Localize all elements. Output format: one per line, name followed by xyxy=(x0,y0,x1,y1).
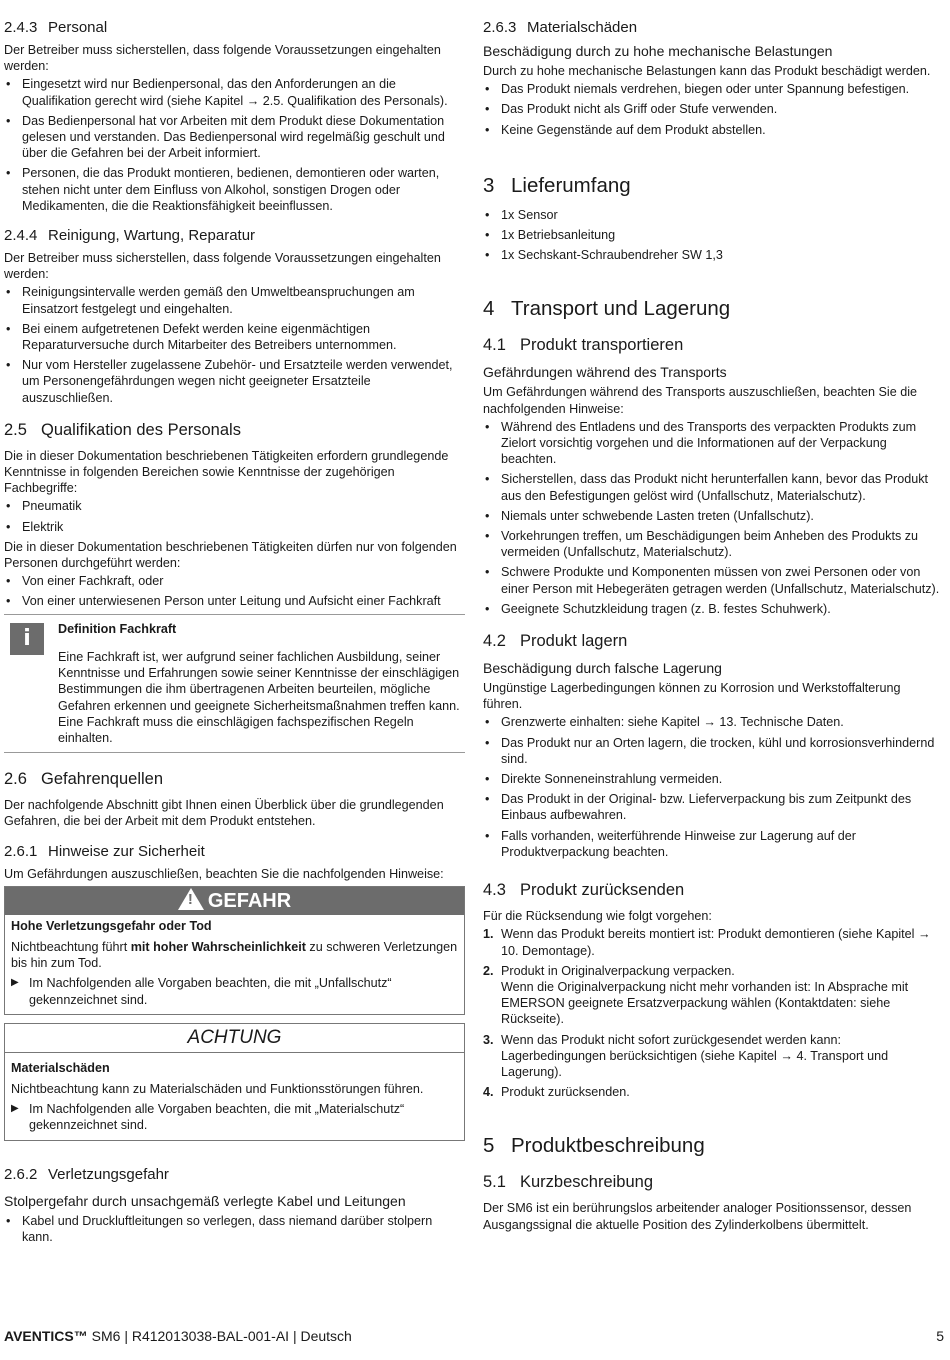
paragraph: Der SM6 ist ein berührungslos arbeitender analoger Positionssensor, dessen Ausgangssignal die aktuelle Position des Zylinderkolbens übermittelt. xyxy=(483,1201,912,1232)
bullet-list xyxy=(4,573,465,609)
list-item: 4. Produkt zurücksenden. xyxy=(483,1085,630,1100)
document-reference: SM6 | R412013038-BAL-001-AI | Deutsch xyxy=(87,1328,352,1344)
brand-name: AVENTICS™ xyxy=(4,1328,88,1344)
bullet-list xyxy=(483,207,943,264)
paragraph: Die in dieser Dokumentation beschriebenen Tätigkeiten erfordern grundlegende Kenntnisse in folgenden Bereichen sowie Kenntnisse der zugehörigen Fachbegriffe: xyxy=(4,448,449,496)
notice-action: ▶ Im Nachfolgenden alle Vorgaben beachten, die mit „Materialschutz“ gekennzeichnet sind. xyxy=(11,1101,458,1133)
list-item: • Nur vom Hersteller zugelassene Zubehör- und Ersatzteile werden verwendet, um Personengefährdungen wegen nicht geeigneter Ersatzteile auszuschließen. xyxy=(4,357,465,406)
bullet-list xyxy=(483,81,943,138)
subheading: Stolpergefahr durch unsachgemäß verlegte Kabel und Leitungen xyxy=(4,1192,406,1209)
heading-2-4-4: 2.4.4 Reinigung, Wartung, Reparatur xyxy=(4,227,256,245)
heading-3: 3 Lieferumfang xyxy=(483,173,631,197)
list-item: • Reinigungsintervalle werden gemäß den Umweltbeanspruchungen am Einsatzort festgelegt und eingehalten. xyxy=(4,284,465,316)
list-item: 2. Produkt in Originalverpackung verpacken. Wenn die Originalverpackung nicht mehr vorhanden ist: In Absprache mit EMERSON geeignete Ersatzverpackung wählen (Kontaktdaten: siehe Rückseite). xyxy=(483,963,909,1027)
info-text: Eine Fachkraft ist, wer aufgrund seiner fachlichen Ausbildung, seiner Kenntnisse und Erfahrungen sowie seiner Kenntnisse der einschlägigen Bestimmungen die ihm übertragenen Arbeiten beurteilen, mögliche Gefahren erkennen und geeignete Sicherheitsmaßnahmen treffen kann. Eine Fachkraft muss die einschlägigen fachspezifischen Regeln einhalten. xyxy=(58,649,460,745)
list-item: • Personen, die das Produkt montieren, bedienen, demontieren oder warten, stehen nicht unter dem Einfluss von Alkohol, sonstigen Drogen oder Medikamenten, die die Reaktionsfähigkeit beeinflussen. xyxy=(4,165,465,214)
paragraph: Um Gefährdungen während des Transports auszuschließen, beachten Sie die nachfolgenden Hinweise: xyxy=(483,385,918,416)
notice-header: ACHTUNG xyxy=(5,1024,464,1053)
list-item: • Von einer unterwiesenen Person unter Leitung und Aufsicht einer Fachkraft xyxy=(4,593,465,609)
paragraph: Um Gefährdungen auszuschließen, beachten Sie die nachfolgenden Hinweise: xyxy=(4,866,444,881)
page-number: 5 xyxy=(936,1328,944,1344)
heading-2-6-1: 2.6.1 Hinweise zur Sicherheit xyxy=(4,842,205,860)
list-item: • Während des Entladens und des Transports des verpackten Produkts zum Zielort vorsichtig vorgehen und die Informationen auf der Verpackung beachten. xyxy=(483,419,943,468)
bullet-list xyxy=(4,1213,465,1245)
list-item: • Geeignete Schutzkleidung tragen (z. B. festes Schuhwerk). xyxy=(483,601,943,617)
list-item: • Keine Gegenstände auf dem Produkt abstellen. xyxy=(483,122,943,138)
danger-text: Nichtbeachtung führt mit hoher Wahrscheinlichkeit zu schweren Verletzungen bis hin zum Tod. xyxy=(11,939,458,971)
paragraph: Der nachfolgende Abschnitt gibt Ihnen einen Überblick über die grundlegenden Gefahren, die bei der Arbeit mit dem Produkt entstehen. xyxy=(4,798,444,829)
heading-4: 4 Transport und Lagerung xyxy=(483,297,731,321)
danger-header: ! GEFAHR xyxy=(5,887,464,915)
heading-4-1: 4.1 Produkt transportieren xyxy=(483,336,684,355)
info-title: Definition Fachkraft xyxy=(58,621,177,636)
heading-5-1: 5.1 Kurzbeschreibung xyxy=(483,1173,653,1192)
bullet-list xyxy=(483,419,943,617)
danger-box xyxy=(4,886,465,1015)
list-item: • Das Bedienpersonal hat vor Arbeiten mit dem Produkt diese Dokumentation gelesen und verstanden. Das Bedienpersonal wird regelmäßig geschult und über die Gefahren bei der Arbeit informiert. xyxy=(4,113,465,162)
list-item: • Vorkehrungen treffen, um Beschädigungen beim Anheben des Produkts zu vermeiden (Unfallschutz, Materialschutz). xyxy=(483,528,943,560)
paragraph: Für die Rücksendung wie folgt vorgehen: xyxy=(483,909,712,924)
heading-2-4-3: 2.4.3 Personal xyxy=(4,19,108,36)
list-item: • Niemals unter schwebende Lasten treten (Unfallschutz). xyxy=(483,508,943,524)
subheading: Gefährdungen während des Transports xyxy=(483,364,727,381)
paragraph: Der Betreiber muss sicherstellen, dass folgende Voraussetzungen eingehalten werden: xyxy=(4,251,441,282)
danger-action: ▶ Im Nachfolgenden alle Vorgaben beachten, die mit „Unfallschutz“ gekennzeichnet sind. xyxy=(11,975,458,1007)
list-item: • Grenzwerte einhalten: siehe Kapitel → 13. Technische Daten. xyxy=(483,714,943,730)
heading-2-5: 2.5 Qualifikation des Personals xyxy=(4,420,241,439)
bullet-list xyxy=(483,714,943,860)
list-item: • Eingesetzt wird nur Bedienpersonal, das den Anforderungen an die Qualifikation gerecht wird (siehe Kapitel → 2.5. Qualifikation des Personals). xyxy=(4,76,465,108)
info-box xyxy=(4,614,465,753)
list-item: • 1x Betriebsanleitung xyxy=(483,227,943,243)
heading-2-6-2: 2.6.2 Verletzungsgefahr xyxy=(4,1165,169,1183)
list-item: • Kabel und Druckluftleitungen so verlegen, dass niemand darüber stolpern kann. xyxy=(4,1213,465,1245)
paragraph: Die in dieser Dokumentation beschriebenen Tätigkeiten dürfen nur von folgenden Personen durchgeführt werden: xyxy=(4,539,457,571)
list-item: • Falls vorhanden, weiterführende Hinweise zur Lagerung auf der Produktverpackung beachten. xyxy=(483,828,943,860)
list-item: • Das Produkt niemals verdrehen, biegen oder unter Spannung befestigen. xyxy=(483,81,943,97)
list-item: • Direkte Sonneneinstrahlung vermeiden. xyxy=(483,771,943,787)
list-item: • Das Produkt in der Original- bzw. Lieferverpackung bis zum Zeitpunkt des Einbaus aufbewahren. xyxy=(483,791,943,823)
right-column xyxy=(483,18,943,1235)
numbered-list xyxy=(483,926,943,1100)
bullet-list xyxy=(4,284,465,405)
list-item: 1. Wenn das Produkt bereits montiert ist: Produkt demontieren (siehe Kapitel → 10. Demontage). xyxy=(483,927,931,958)
heading-5: 5 Produktbeschreibung xyxy=(483,1134,705,1158)
list-item: • 1x Sechskant-Schraubendreher SW 1,3 xyxy=(483,247,943,263)
bullet-list xyxy=(4,498,465,534)
left-column xyxy=(4,18,465,1249)
page-footer xyxy=(4,1328,944,1344)
list-item: 3. Wenn das Produkt nicht sofort zurückgesendet werden kann: Lagerbedingungen berücksichtigen (siehe Kapitel → 4. Transport und Lagerung). xyxy=(483,1032,889,1079)
subheading: Beschädigung durch falsche Lagerung xyxy=(483,660,722,677)
info-icon: i xyxy=(10,623,44,655)
paragraph: Ungünstige Lagerbedingungen können zu Korrosion und Werkstoffalterung führen. xyxy=(483,681,901,712)
danger-title: Hohe Verletzungsgefahr oder Tod xyxy=(11,918,212,933)
notice-title: Materialschäden xyxy=(11,1060,110,1075)
list-item: • Sicherstellen, dass das Produkt nicht herunterfallen kann, bevor das Produkt aus den Befestigungen gelöst wird (Unfallschutz, Materialschutz). xyxy=(483,471,943,503)
list-item: • Das Produkt nicht als Griff oder Stufe verwenden. xyxy=(483,101,943,117)
notice-text: Nichtbeachtung kann zu Materialschäden und Funktionsstörungen führen. xyxy=(11,1081,424,1096)
paragraph: Durch zu hohe mechanische Belastungen kann das Produkt beschädigt werden. xyxy=(483,64,931,78)
list-item: • Elektrik xyxy=(4,519,465,535)
list-item: • Bei einem aufgetretenen Defekt werden keine eigenmächtigen Reparaturversuche durch Mitarbeiter des Betreibers unternommen. xyxy=(4,321,465,353)
bullet-list xyxy=(4,76,465,214)
notice-box xyxy=(4,1023,465,1141)
list-item: • Schwere Produkte und Komponenten müssen von zwei Personen oder von einer Person mit Hebegeräten getragen werden (Unfallschutz, Materialschutz). xyxy=(483,564,943,596)
heading-4-3: 4.3 Produkt zurücksenden xyxy=(483,881,685,900)
heading-2-6: 2.6 Gefahrenquellen xyxy=(4,770,164,789)
subheading: Beschädigung durch zu hohe mechanische Belastungen xyxy=(483,43,833,59)
paragraph: Der Betreiber muss sicherstellen, dass folgende Voraussetzungen eingehalten werden: xyxy=(4,43,441,74)
warning-triangle-icon: ! xyxy=(178,888,204,910)
heading-4-2: 4.2 Produkt lagern xyxy=(483,632,628,651)
list-item: • Pneumatik xyxy=(4,498,465,514)
list-item: • Das Produkt nur an Orten lagern, die trocken, kühl und korrosionsverhindernd sind. xyxy=(483,735,943,767)
heading-2-6-3: 2.6.3 Materialschäden xyxy=(483,19,638,36)
list-item: • 1x Sensor xyxy=(483,207,943,223)
list-item: • Von einer Fachkraft, oder xyxy=(4,573,465,589)
